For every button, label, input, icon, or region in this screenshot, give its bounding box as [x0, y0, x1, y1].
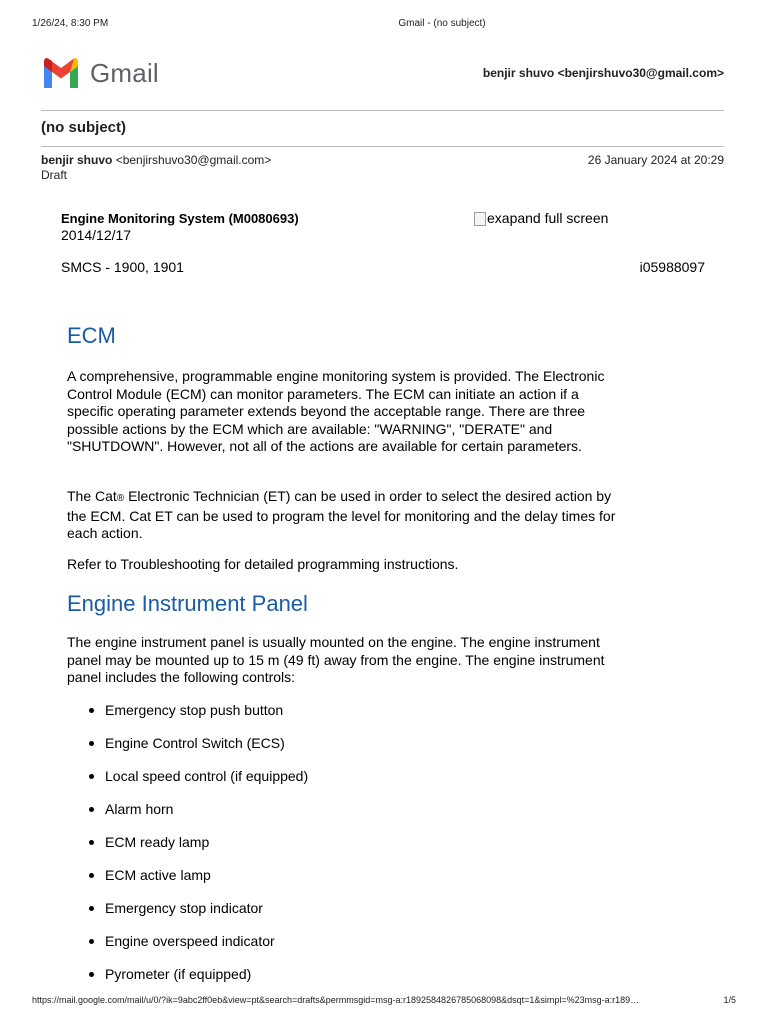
list-item-text: ECM active lamp	[105, 867, 211, 883]
expand-alt-text: exapand full screen	[487, 210, 609, 226]
bullet	[89, 873, 94, 878]
panel-paragraph: The engine instrument panel is usually mounted on the engine. The engine instrument panel may be mounted up to 15 m (49 ft) away from the engine. The engine instrument panel includes the following controls:	[67, 634, 605, 685]
list-item	[67, 799, 627, 832]
sender-name: benjir shuvo	[41, 153, 113, 167]
list-item	[67, 733, 627, 766]
account-email: benjir shuvo <benjirshuvo30@gmail.com>	[482, 66, 724, 80]
list-item	[67, 700, 627, 733]
list-item	[67, 898, 627, 931]
print-url: https://mail.google.com/mail/u/0/?ik=9abc2ff0eb&view=pt&search=drafts&permmsgid=msg-a:r1892584826785068098&dsqt=1&simpl=%23msg-a:r189…	[32, 995, 640, 1005]
broken-image-icon	[474, 212, 486, 226]
expand-full-screen-image[interactable]	[474, 210, 608, 226]
section-heading-ecm: ECM	[67, 323, 116, 348]
list-item	[67, 832, 627, 865]
section-heading-instrument-panel: Engine Instrument Panel	[67, 591, 308, 616]
bullet	[89, 807, 94, 812]
document-title: Engine Monitoring System (M0080693)	[61, 211, 299, 226]
list-item	[67, 766, 627, 799]
sender	[41, 153, 271, 167]
bullet	[89, 906, 94, 911]
list-item-text: ECM ready lamp	[105, 834, 210, 850]
ecm-paragraph-2	[67, 488, 617, 543]
bullet	[89, 774, 94, 779]
bullet	[89, 939, 94, 944]
smcs-code: SMCS - 1900, 1901	[61, 259, 184, 275]
ecm-paragraph-2-rest: Electronic Technician (ET) can be used in order to select the desired action by the ECM. Cat ET can be used to program the level for monitoring and the delay times for each action.	[67, 488, 616, 541]
bullet	[89, 972, 94, 977]
gmail-logo-text: Gmail	[90, 58, 159, 88]
gmail-logo-icon	[41, 58, 81, 88]
list-item-text: Engine Control Switch (ECS)	[105, 735, 285, 751]
sender-email: <benjirshuvo30@gmail.com>	[115, 153, 272, 167]
ecm-paragraph-1: A comprehensive, programmable engine monitoring system is provided. The Electronic Control Module (ECM) can monitor parameters. The ECM can initiate an action if a specific operating parameter extends beyond the acceptable range. There are three possible actions by the ECM which are available: "WARNING", "DERATE" and "SHUTDOWN". However, not all of the actions are available for certain parameters.	[67, 368, 605, 454]
divider	[41, 146, 724, 147]
list-item-text: Alarm horn	[105, 801, 174, 817]
message-status: Draft	[41, 168, 68, 182]
bullet	[89, 840, 94, 845]
bullet	[89, 708, 94, 713]
controls-list	[67, 700, 627, 997]
print-tab-title: Gmail - (no subject)	[398, 18, 486, 29]
ecm-paragraph-3: Refer to Troubleshooting for detailed programming instructions.	[67, 556, 459, 572]
document-date: 2014/12/17	[61, 227, 132, 243]
registered-mark: ®	[116, 493, 125, 504]
list-item	[67, 964, 627, 997]
print-page-number: 1/5	[723, 995, 736, 1005]
ecm-paragraph-2-start: The Cat	[67, 488, 117, 504]
list-item-text: Local speed control (if equipped)	[105, 768, 309, 784]
print-datetime: 1/26/24, 8:30 PM	[32, 18, 109, 29]
list-item-text: Engine overspeed indicator	[105, 933, 275, 949]
list-item	[67, 865, 627, 898]
list-item	[67, 931, 627, 964]
message-date: 26 January 2024 at 20:29	[587, 153, 724, 167]
divider	[41, 110, 724, 111]
bullet	[89, 741, 94, 746]
message-subject: (no subject)	[41, 119, 126, 136]
list-item-text: Pyrometer (if equipped)	[105, 966, 252, 982]
list-item-text: Emergency stop indicator	[105, 900, 263, 916]
reference-id: i05988097	[639, 259, 705, 275]
list-item-text: Emergency stop push button	[105, 702, 284, 718]
